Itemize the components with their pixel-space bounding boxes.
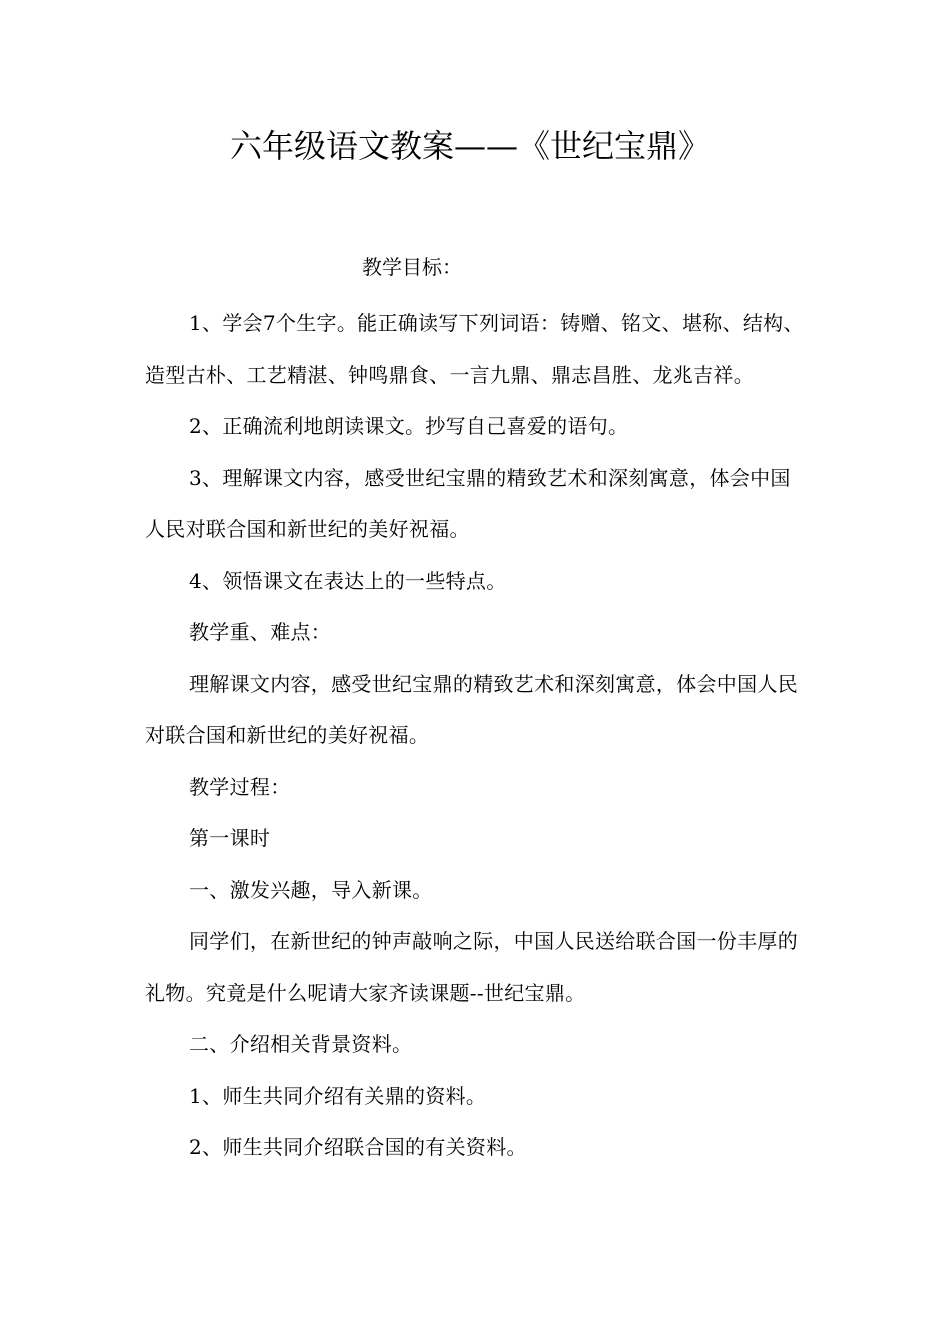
section-two-heading: 二、介绍相关背景资料。 [189,1032,413,1056]
paragraph-background-1: 1、师生共同介绍有关鼎的资料。 [189,1083,487,1108]
document-body [145,298,810,1174]
paragraph-goal-4: 4、领悟课文在表达上的一些特点。 [189,568,507,593]
goals-heading: 教学目标： [362,255,462,279]
paragraph-background-2: 2、师生共同介绍联合国的有关资料。 [189,1135,527,1159]
paragraph-goal-1: 1、学会7个生字。能正确读写下列词语：铸赠、铭文、堪称、结构、造型古朴、工艺精湛、钟鸣鼎食、一言九鼎、鼎志昌胜、龙兆吉祥。 [145,311,804,387]
document-title: 六年级语文教案——《世纪宝鼎》 [229,127,710,165]
lesson-one-heading: 第一课时 [189,826,271,850]
section-one-heading: 一、激发兴趣，导入新课。 [189,877,433,902]
process-heading: 教学过程： [189,774,291,799]
paragraph-goal-3: 3、理解课文内容，感受世纪宝鼎的精致艺术和深刻寓意，体会中国人民对联合国和新世纪的美好祝福。 [145,465,791,541]
paragraph-key-points: 理解课文内容，感受世纪宝鼎的精致艺术和深刻寓意，体会中国人民对联合国和新世纪的美好祝福。 [145,671,798,747]
key-points-heading: 教学重、难点： [189,620,332,644]
paragraph-intro: 同学们，在新世纪的钟声敲响之际，中国人民送给联合国一份丰厚的礼物。究竟是什么呢请大家齐读课题--世纪宝鼎。 [145,929,798,1005]
paragraph-goal-2: 2、正确流利地朗读课文。抄写自己喜爱的语句。 [189,414,629,438]
